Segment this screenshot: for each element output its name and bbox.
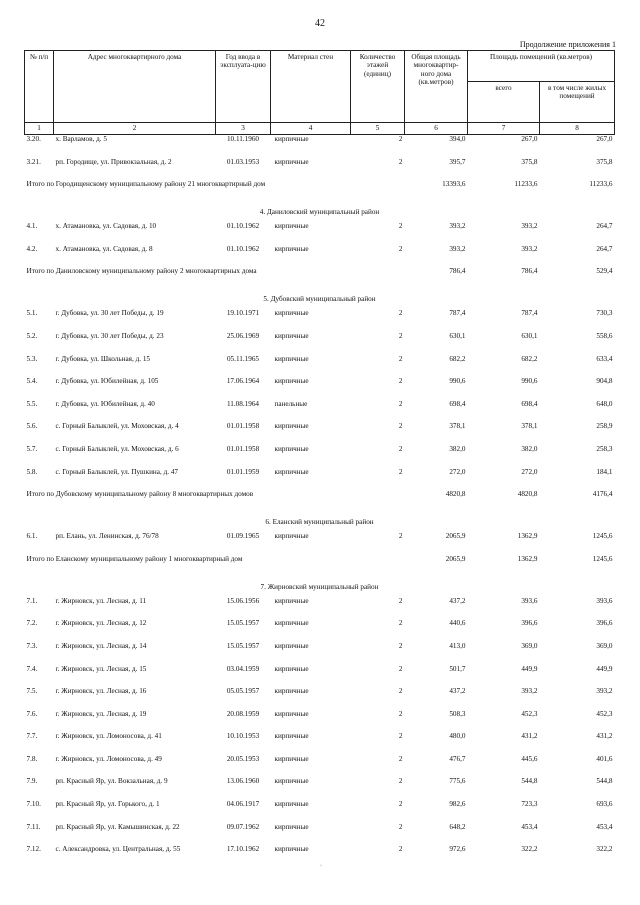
row-wall-material: кирпичные	[274, 422, 309, 431]
table-row	[25, 597, 615, 620]
header-living: в том числе жилых помещений	[540, 82, 615, 123]
row-total-area: 393,2	[449, 244, 466, 253]
column-number: 6	[405, 123, 468, 135]
row-floors: 2	[398, 222, 403, 231]
row-wall-material: кирпичные	[274, 664, 309, 673]
total-premises-all: 4820,8	[517, 490, 538, 499]
table-row	[25, 710, 615, 733]
row-wall-material: кирпичные	[274, 732, 309, 741]
row-premises-living: 258,3	[596, 444, 613, 453]
table-row	[25, 158, 615, 181]
row-premises-all: 698,4	[521, 399, 538, 408]
row-number: 5.7.	[26, 444, 38, 453]
total-premises-living: 4176,4	[592, 490, 613, 499]
row-address: г. Жирновск, ул. Лесная, д. 15	[55, 664, 147, 673]
row-premises-all: 787,4	[521, 309, 538, 318]
row-floors: 2	[398, 641, 403, 650]
row-floors: 2	[398, 377, 403, 386]
row-premises-living: 431,2	[596, 732, 613, 741]
total-label: Итого по Даниловскому муниципальному району 2 многоквартирных дома	[26, 267, 257, 276]
header-premises-area: Площадь помещений (кв.метров)	[468, 51, 615, 82]
row-premises-living: 396,6	[596, 619, 613, 628]
row-premises-all: 272,0	[521, 467, 538, 476]
row-total-area: 990,6	[449, 377, 466, 386]
table-row	[25, 135, 615, 158]
header-all: всего	[468, 82, 540, 123]
row-premises-living: 375,8	[596, 157, 613, 166]
row-premises-all: 1362,9	[517, 532, 538, 541]
row-floors: 2	[398, 845, 403, 854]
total-premises-all: 11233,6	[514, 180, 538, 189]
row-year: 04.06.1917	[226, 800, 260, 809]
row-address: г. Дубовка, ул. Школьная, д. 15	[55, 354, 151, 363]
row-wall-material: кирпичные	[274, 754, 309, 763]
row-address: г. Дубовка, ул. Юбилейная, д. 105	[55, 377, 159, 386]
row-wall-material: кирпичные	[274, 777, 309, 786]
row-number: 5.4.	[26, 377, 38, 386]
row-premises-living: 904,8	[596, 377, 613, 386]
row-premises-living: 1245,6	[592, 532, 613, 541]
row-total-area: 382,0	[449, 444, 466, 453]
column-number: 2	[54, 123, 216, 135]
table-row	[25, 532, 615, 555]
total-label: Итого по Еланскому муниципальному району 1 многоквартирный дом	[26, 554, 243, 563]
row-number: 7.7.	[26, 732, 38, 741]
row-year: 01.10.1962	[226, 222, 260, 231]
total-premises-living: 529,4	[596, 267, 613, 276]
row-year: 03.04.1959	[226, 664, 260, 673]
column-number: 4	[271, 123, 351, 135]
row-year: 05.05.1957	[226, 687, 260, 696]
row-premises-all: 267,0	[521, 135, 538, 143]
row-total-area: 648,2	[449, 822, 466, 831]
footer-mark: ·	[320, 863, 322, 869]
row-floors: 2	[398, 687, 403, 696]
row-address: г. Жирновск, ул. Лесная, д. 19	[55, 709, 147, 718]
row-address: х. Атамановка, ул. Садовая, д. 8	[55, 244, 153, 253]
total-premises-living: 11233,6	[589, 180, 613, 189]
table-row	[25, 687, 615, 710]
row-wall-material: кирпичные	[274, 354, 309, 363]
row-premises-all: 396,6	[521, 619, 538, 628]
header-address: Адрес многоквартирного дома	[54, 51, 216, 123]
row-wall-material: кирпичные	[274, 641, 309, 650]
row-number: 7.4.	[26, 664, 38, 673]
row-year: 25.06.1969	[226, 331, 260, 340]
total-premises-all: 786,4	[521, 267, 538, 276]
row-total-area: 480,0	[449, 732, 466, 741]
row-total-area: 413,0	[449, 641, 466, 650]
row-total-area: 378,1	[449, 422, 466, 431]
row-premises-all: 393,2	[521, 222, 538, 231]
row-floors: 2	[398, 664, 403, 673]
row-total-area: 272,0	[449, 467, 466, 476]
row-total-area: 393,2	[449, 222, 466, 231]
row-number: 7.11.	[26, 822, 41, 831]
row-number: 7.6.	[26, 709, 38, 718]
district-heading: 7. Жирновский муниципальный район	[260, 582, 379, 591]
row-floors: 2	[398, 596, 403, 605]
row-number: 4.1.	[26, 222, 38, 231]
row-year: 15.06.1956	[226, 596, 260, 605]
district-heading: 5. Дубовский муниципальный район	[263, 295, 376, 304]
row-wall-material: кирпичные	[274, 532, 309, 541]
row-floors: 2	[398, 619, 403, 628]
district-total-row	[25, 490, 615, 518]
row-year: 05.11.1965	[226, 354, 260, 363]
row-year: 13.06.1960	[226, 777, 260, 786]
total-area: 4820,8	[445, 490, 466, 499]
row-year: 20.05.1953	[226, 754, 260, 763]
row-wall-material: кирпичные	[274, 822, 309, 831]
district-total-row	[25, 180, 615, 208]
row-premises-all: 452,3	[521, 709, 538, 718]
row-total-area: 395,7	[449, 157, 466, 166]
row-premises-living: 264,7	[596, 244, 613, 253]
row-premises-all: 393,2	[521, 244, 538, 253]
row-total-area: 698,4	[449, 399, 466, 408]
row-total-area: 630,1	[449, 331, 466, 340]
column-number: 1	[25, 123, 54, 135]
row-number: 4.2.	[26, 244, 38, 253]
row-address: г. Жирновск, ул. Лесная, д. 11	[55, 596, 147, 605]
table-row	[25, 222, 615, 245]
row-year: 11.08.1964	[226, 399, 260, 408]
district-heading: 6. Еланский муниципальный район	[265, 518, 374, 527]
table-row	[25, 642, 615, 665]
row-floors: 2	[398, 709, 403, 718]
district-heading: 4. Даниловский муниципальный район	[259, 208, 380, 217]
row-wall-material: кирпичные	[274, 467, 309, 476]
total-area: 2065,9	[445, 554, 466, 563]
row-number: 3.21.	[26, 157, 41, 166]
row-total-area: 437,2	[449, 596, 466, 605]
table-row	[25, 309, 615, 332]
row-address: с. Горный Балыклей, ул. Моховская, д. 6	[55, 444, 179, 453]
row-premises-living: 267,0	[596, 135, 613, 143]
row-number: 5.1.	[26, 309, 38, 318]
header-total-area: Общая площадь многоквартир-ного дома (кв.метров)	[405, 51, 468, 123]
district-heading-row	[25, 295, 615, 309]
row-address: г. Жирновск, ул. Лесная, д. 14	[55, 641, 147, 650]
row-premises-all: 322,2	[521, 845, 538, 854]
column-number: 7	[468, 123, 540, 135]
row-premises-all: 449,9	[521, 664, 538, 673]
row-floors: 2	[398, 399, 403, 408]
row-wall-material: кирпичные	[274, 709, 309, 718]
row-total-area: 394,0	[449, 135, 466, 143]
row-year: 15.05.1957	[226, 641, 260, 650]
row-total-area: 775,6	[449, 777, 466, 786]
header-year: Год ввода в эксплуата-цию	[216, 51, 271, 123]
table-row	[25, 619, 615, 642]
row-premises-living: 322,2	[596, 845, 613, 854]
row-premises-all: 369,0	[521, 641, 538, 650]
row-year: 20.08.1959	[226, 709, 260, 718]
row-premises-living: 693,6	[596, 800, 613, 809]
table-row	[25, 755, 615, 778]
row-address: г. Жирновск, ул. Лесная, д. 16	[55, 687, 147, 696]
row-wall-material: кирпичные	[274, 619, 309, 628]
row-address: г. Жирновск, ул. Лесная, д. 12	[55, 619, 147, 628]
row-premises-all: 393,2	[521, 687, 538, 696]
row-address: х. Варламов, д. 5	[55, 135, 107, 143]
table-row	[25, 422, 615, 445]
row-total-area: 787,4	[449, 309, 466, 318]
row-address: г. Жирновск, ул. Ломоносова, д. 41	[55, 732, 162, 741]
row-number: 7.5.	[26, 687, 38, 696]
district-heading-row	[25, 208, 615, 222]
row-total-area: 501,7	[449, 664, 466, 673]
row-number: 3.20.	[26, 135, 41, 143]
row-premises-all: 431,2	[521, 732, 538, 741]
row-premises-all: 393,6	[521, 596, 538, 605]
row-wall-material: панельные	[274, 399, 308, 408]
row-address: с. Горный Балыклей, ул. Пушкина, д. 47	[55, 467, 179, 476]
row-year: 10.10.1953	[226, 732, 260, 741]
row-floors: 2	[398, 822, 403, 831]
row-floors: 2	[398, 354, 403, 363]
district-total-row	[25, 555, 615, 583]
row-floors: 2	[398, 777, 403, 786]
row-floors: 2	[398, 732, 403, 741]
row-address: г. Дубовка, ул. 30 лет Победы, д. 19	[55, 309, 164, 318]
row-number: 5.3.	[26, 354, 38, 363]
header-num: № п/п	[25, 51, 54, 123]
table-row	[25, 445, 615, 468]
row-wall-material: кирпичные	[274, 222, 309, 231]
table-row	[25, 377, 615, 400]
row-number: 5.5.	[26, 399, 38, 408]
total-label: Итого по Дубовскому муниципальному району 8 многоквартирных домов	[26, 490, 254, 499]
row-year: 19.10.1971	[226, 309, 260, 318]
district-heading-row	[25, 518, 615, 532]
row-address: г. Дубовка, ул. Юбилейная, д. 40	[55, 399, 155, 408]
row-wall-material: кирпичные	[274, 244, 309, 253]
row-wall-material: кирпичные	[274, 444, 309, 453]
row-year: 10.11.1960	[226, 135, 260, 143]
row-premises-all: 375,8	[521, 157, 538, 166]
table-body	[25, 135, 615, 868]
row-premises-living: 449,9	[596, 664, 613, 673]
table-row	[25, 777, 615, 800]
row-floors: 2	[398, 309, 403, 318]
row-premises-all: 723,3	[521, 800, 538, 809]
row-wall-material: кирпичные	[274, 157, 309, 166]
row-premises-all: 382,0	[521, 444, 538, 453]
row-floors: 2	[398, 467, 403, 476]
row-wall-material: кирпичные	[274, 687, 309, 696]
header-floors: Количество этажей (единиц)	[351, 51, 405, 123]
header-wall: Материал стен	[271, 51, 351, 123]
row-address: с. Александровка, ул. Центральная, д. 55	[55, 845, 181, 854]
row-floors: 2	[398, 532, 403, 541]
table-row	[25, 332, 615, 355]
row-premises-living: 558,6	[596, 331, 613, 340]
row-number: 7.8.	[26, 754, 38, 763]
row-premises-living: 258,9	[596, 422, 613, 431]
row-wall-material: кирпичные	[274, 309, 309, 318]
row-total-area: 682,2	[449, 354, 466, 363]
row-premises-living: 401,6	[596, 754, 613, 763]
row-premises-living: 393,6	[596, 596, 613, 605]
table-row	[25, 665, 615, 688]
total-area: 13393,6	[442, 180, 466, 189]
row-total-area: 972,6	[449, 845, 466, 854]
row-premises-all: 990,6	[521, 377, 538, 386]
table-row	[25, 823, 615, 846]
row-total-area: 2065,9	[445, 532, 466, 541]
row-total-area: 476,7	[449, 754, 466, 763]
row-number: 6.1.	[26, 532, 38, 541]
column-numbers-row	[25, 123, 615, 135]
table-row	[25, 468, 615, 491]
row-premises-living: 648,0	[596, 399, 613, 408]
row-wall-material: кирпичные	[274, 331, 309, 340]
row-wall-material: кирпичные	[274, 135, 309, 143]
row-floors: 2	[398, 135, 403, 143]
continuation-note: Продолжение приложения 1	[519, 40, 616, 49]
row-number: 5.2.	[26, 331, 38, 340]
row-premises-living: 453,4	[596, 822, 613, 831]
district-total-row	[25, 267, 615, 295]
total-premises-all: 1362,9	[517, 554, 538, 563]
row-year: 17.10.1962	[226, 845, 260, 854]
table-row	[25, 732, 615, 755]
row-premises-living: 730,3	[596, 309, 613, 318]
table-row	[25, 400, 615, 423]
row-year: 01.03.1953	[226, 157, 260, 166]
table-row	[25, 355, 615, 378]
row-premises-all: 453,4	[521, 822, 538, 831]
row-number: 7.1.	[26, 596, 38, 605]
row-wall-material: кирпичные	[274, 377, 309, 386]
row-year: 01.10.1962	[226, 244, 260, 253]
row-number: 7.10.	[26, 800, 41, 809]
row-floors: 2	[398, 800, 403, 809]
row-floors: 2	[398, 331, 403, 340]
row-premises-living: 264,7	[596, 222, 613, 231]
row-premises-all: 378,1	[521, 422, 538, 431]
row-number: 7.12.	[26, 845, 41, 854]
row-number: 5.6.	[26, 422, 38, 431]
row-floors: 2	[398, 244, 403, 253]
row-year: 09.07.1962	[226, 822, 260, 831]
row-year: 01.01.1958	[226, 422, 260, 431]
row-floors: 2	[398, 754, 403, 763]
total-label: Итого по Городищенскому муниципальному району 21 многоквартирный дом	[26, 180, 266, 189]
row-address: рп. Красный Яр, ул. Камышинская, д. 22	[55, 822, 180, 831]
row-year: 01.01.1958	[226, 444, 260, 453]
row-wall-material: кирпичные	[274, 845, 309, 854]
table-row	[25, 245, 615, 268]
row-number: 7.3.	[26, 641, 38, 650]
row-address: г. Жирновск, ул. Ломоносова, д. 49	[55, 754, 162, 763]
row-address: рп. Городище, ул. Привокзальная, д. 2	[55, 157, 172, 166]
table-header	[25, 51, 615, 135]
column-number: 8	[540, 123, 615, 135]
row-wall-material: кирпичные	[274, 596, 309, 605]
row-address: г. Дубовка, ул. 30 лет Победы, д. 23	[55, 331, 164, 340]
row-address: х. Атамановка, ул. Садовая, д. 10	[55, 222, 157, 231]
total-area: 786,4	[449, 267, 466, 276]
row-premises-living: 393,2	[596, 687, 613, 696]
row-premises-living: 633,4	[596, 354, 613, 363]
row-premises-all: 682,2	[521, 354, 538, 363]
row-year: 15.05.1957	[226, 619, 260, 628]
row-address: рп. Красный Яр, ул. Горького, д. 1	[55, 800, 160, 809]
table-row	[25, 800, 615, 823]
row-address: рп. Елань, ул. Ленинская, д. 76/78	[55, 532, 159, 541]
row-premises-all: 630,1	[521, 331, 538, 340]
row-premises-all: 544,8	[521, 777, 538, 786]
row-total-area: 508,3	[449, 709, 466, 718]
column-number: 5	[351, 123, 405, 135]
row-total-area: 440,6	[449, 619, 466, 628]
row-number: 5.8.	[26, 467, 38, 476]
row-address: рп. Красный Яр, ул. Вокзальная, д. 9	[55, 777, 168, 786]
row-floors: 2	[398, 444, 403, 453]
total-premises-living: 1245,6	[592, 554, 613, 563]
row-year: 01.09.1965	[226, 532, 260, 541]
row-floors: 2	[398, 422, 403, 431]
column-number: 3	[216, 123, 271, 135]
district-heading-row	[25, 583, 615, 597]
housing-register-table	[24, 50, 615, 868]
row-premises-living: 184,1	[596, 467, 613, 476]
row-premises-living: 369,0	[596, 641, 613, 650]
row-wall-material: кирпичные	[274, 800, 309, 809]
row-address: с. Горный Балыклей, ул. Моховская, д. 4	[55, 422, 179, 431]
row-number: 7.2.	[26, 619, 38, 628]
row-premises-all: 445,6	[521, 754, 538, 763]
row-total-area: 982,6	[449, 800, 466, 809]
row-number: 7.9.	[26, 777, 38, 786]
page-number: 42	[315, 18, 325, 29]
row-year: 01.01.1959	[226, 467, 260, 476]
row-total-area: 437,2	[449, 687, 466, 696]
row-year: 17.06.1964	[226, 377, 260, 386]
row-premises-living: 452,3	[596, 709, 613, 718]
row-premises-living: 544,8	[596, 777, 613, 786]
row-floors: 2	[398, 157, 403, 166]
